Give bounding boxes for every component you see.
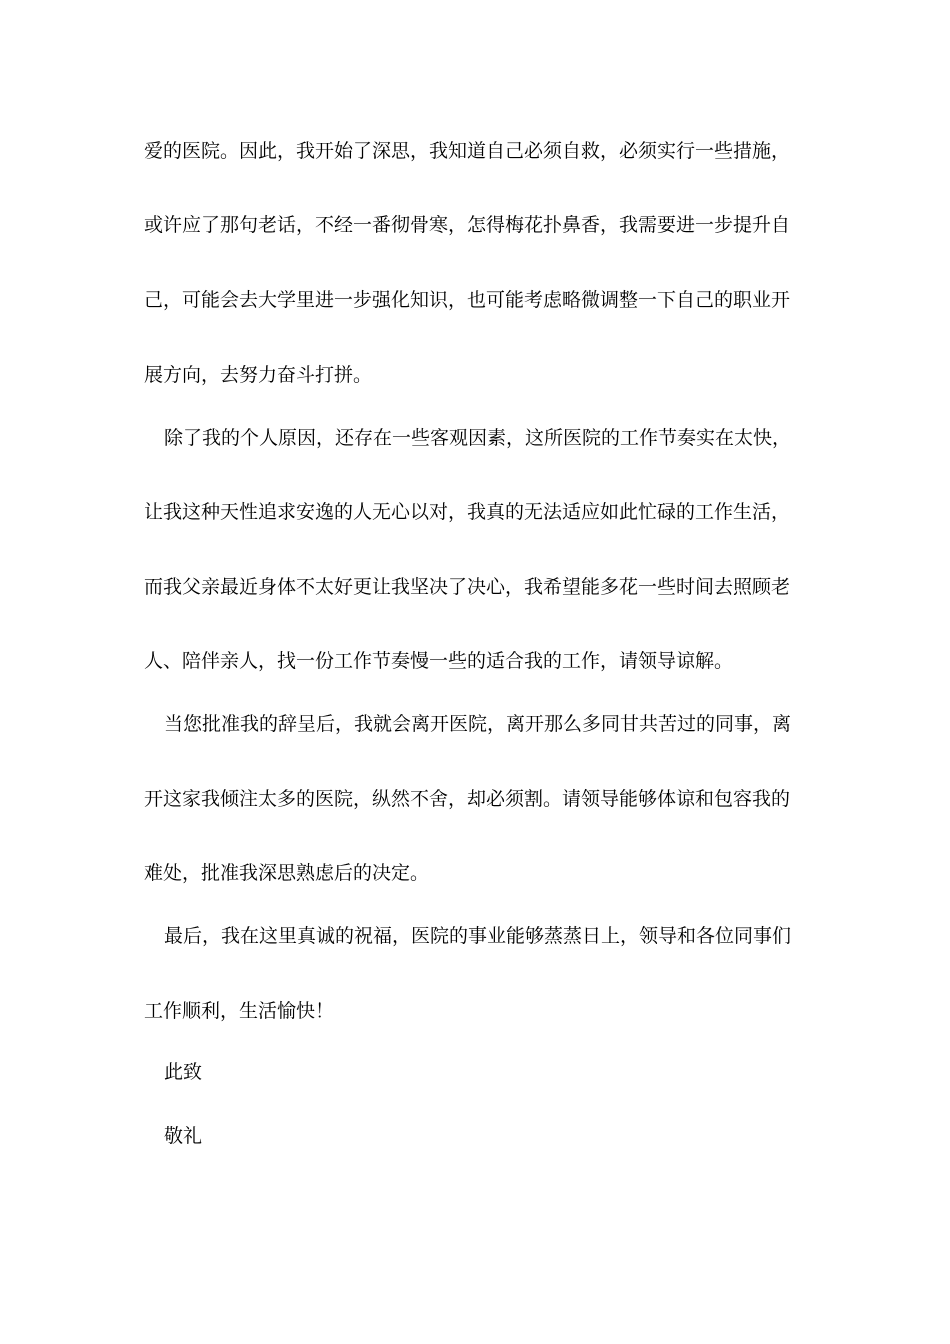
- text-line: 让我这种天性追求安逸的人无心以对，我真的无法适应如此忙碌的工作生活，: [144, 501, 791, 523]
- paragraph-start-line: 当您批准我的辞呈后，我就会离开医院，离开那么多同甘共苦过的同事，离: [164, 713, 792, 735]
- text-line: 爱的医院。因此，我开始了深思，我知道自己必须自救，必须实行一些措施，: [144, 140, 791, 162]
- text-line: 人、陪伴亲人，找一份工作节奏慢一些的适合我的工作，请领导谅解。: [144, 650, 734, 672]
- text-line: 或许应了那句老话，不经一番彻骨寒，怎得梅花扑鼻香，我需要进一步提升自: [144, 214, 791, 236]
- paragraph-start-line: 除了我的个人原因，还存在一些客观因素，这所医院的工作节奏实在太快，: [164, 427, 792, 449]
- paragraph-start-line: 最后，我在这里真诚的祝福，医院的事业能够蒸蒸日上，领导和各位同事们: [164, 925, 792, 947]
- text-line: 展方向，去努力奋斗打拼。: [144, 364, 373, 386]
- text-line: 而我父亲最近身体不太好更让我坚决了决心，我希望能多花一些时间去照顾老: [144, 576, 791, 598]
- text-line: 工作顺利，生活愉快！: [144, 1000, 335, 1022]
- closing-salutation: 此致: [164, 1061, 203, 1083]
- text-line: 难处，批准我深思熟虑后的决定。: [144, 862, 430, 884]
- text-line: 己，可能会去大学里进一步强化知识，也可能考虑略微调整一下自己的职业开: [144, 289, 791, 311]
- closing-regards: 敬礼: [164, 1125, 203, 1147]
- text-line: 开这家我倾注太多的医院，纵然不舍，却必须割。请领导能够体谅和包容我的: [144, 788, 791, 810]
